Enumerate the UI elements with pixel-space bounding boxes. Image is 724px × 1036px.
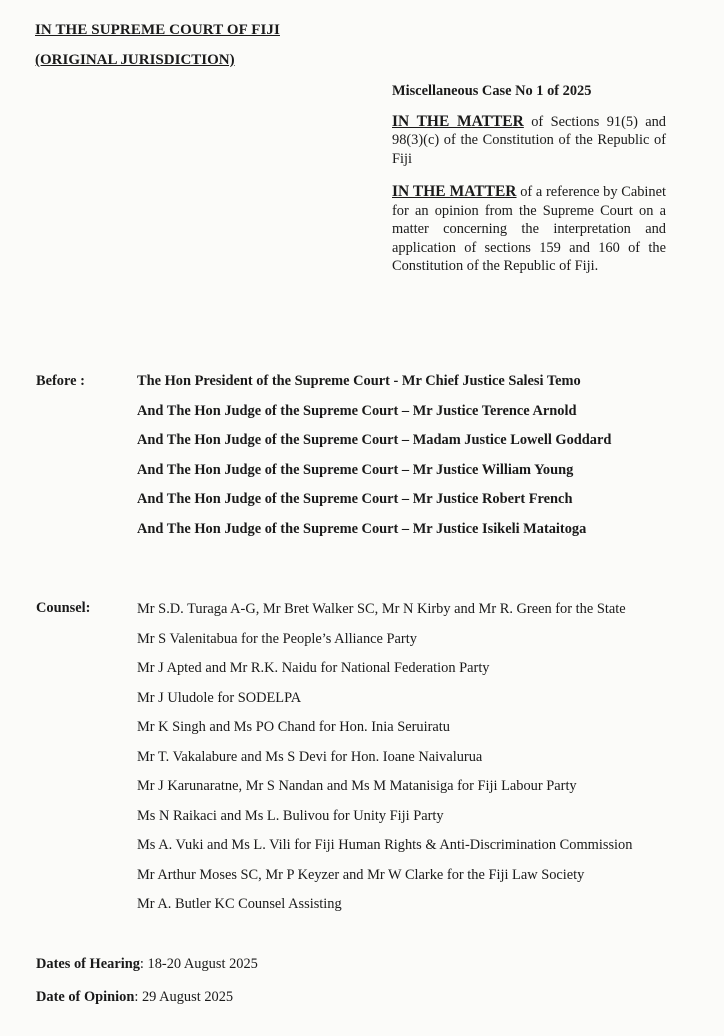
hearing-dates-label: Dates of Hearing xyxy=(36,956,140,972)
counsel-line: Mr J Uludole for SODELPA xyxy=(137,689,302,706)
case-number: Miscellaneous Case No 1 of 2025 xyxy=(392,83,592,99)
hearing-dates-value: : 18-20 August 2025 xyxy=(139,956,258,972)
judge-line: And The Hon Judge of the Supreme Court – Mr Justice William Young xyxy=(137,461,574,478)
opinion-date-value: : 29 August 2025 xyxy=(134,989,234,1005)
counsel-line: Mr J Apted and Mr R.K. Naidu for National Federation Party xyxy=(137,660,490,676)
counsel-line: Mr J Karunaratne, Mr S Nandan and Ms M Matanisiga for Fiji Labour Party xyxy=(137,778,577,794)
court-title: IN THE SUPREME COURT OF FIJI xyxy=(35,22,280,38)
judge-line: And The Hon Judge of the Supreme Court – Mr Justice Terence Arnold xyxy=(137,402,577,419)
hearing-dates xyxy=(36,956,258,973)
judge-line: The Hon President of the Supreme Court - Mr Chief Justice Salesi Temo xyxy=(137,373,581,389)
matter-label: IN THE MATTER xyxy=(392,183,517,200)
judge-line: And The Hon Judge of the Supreme Court – Mr Justice Robert French xyxy=(137,491,573,507)
counsel-line: Ms A. Vuki and Ms L. Vili for Fiji Human Rights & Anti-Discrimination Commission xyxy=(137,837,633,853)
matter-label: IN THE MATTER xyxy=(392,112,524,130)
opinion-date xyxy=(36,989,233,1006)
matter-paragraph-2 xyxy=(392,183,666,276)
counsel-line: Mr T. Vakalabure and Ms S Devi for Hon. Ioane Naivalurua xyxy=(137,748,483,765)
matter-paragraph-1 xyxy=(392,113,666,169)
matter-text-2: of a reference by Cabinet for an opinion from the Supreme Court on a matter concerning the interpretation and application of sections 159 and 160 of the Constitution of the Republic of Fiji. xyxy=(392,184,666,274)
counsel-line: Mr K Singh and Ms PO Chand for Hon. Inia Seruiratu xyxy=(137,719,450,735)
judge-line: And The Hon Judge of the Supreme Court – Mr Justice Isikeli Mataitoga xyxy=(137,520,587,537)
judges-list xyxy=(137,372,717,549)
counsel-list xyxy=(137,600,722,925)
before-label: Before : xyxy=(36,373,85,389)
opinion-date-label: Date of Opinion xyxy=(36,989,135,1005)
counsel-line: Mr S Valenitabua for the People’s Alliance Party xyxy=(137,630,417,647)
counsel-line: Mr S.D. Turaga A-G, Mr Bret Walker SC, Mr N Kirby and Mr R. Green for the State xyxy=(137,601,626,617)
judge-line: And The Hon Judge of the Supreme Court – Madam Justice Lowell Goddard xyxy=(137,432,612,448)
counsel-label: Counsel: xyxy=(36,600,91,616)
jurisdiction-title: (ORIGINAL JURISDICTION) xyxy=(35,52,235,68)
matter-text-1: of Sections 91(5) and 98(3)(c) of the Constitution of the Republic of Fiji xyxy=(392,113,667,167)
counsel-line: Mr Arthur Moses SC, Mr P Keyzer and Mr W Clarke for the Fiji Law Society xyxy=(137,866,585,883)
counsel-line: Mr A. Butler KC Counsel Assisting xyxy=(137,896,342,912)
counsel-line: Ms N Raikaci and Ms L. Bulivou for Unity Fiji Party xyxy=(137,807,444,824)
case-details xyxy=(392,82,666,276)
